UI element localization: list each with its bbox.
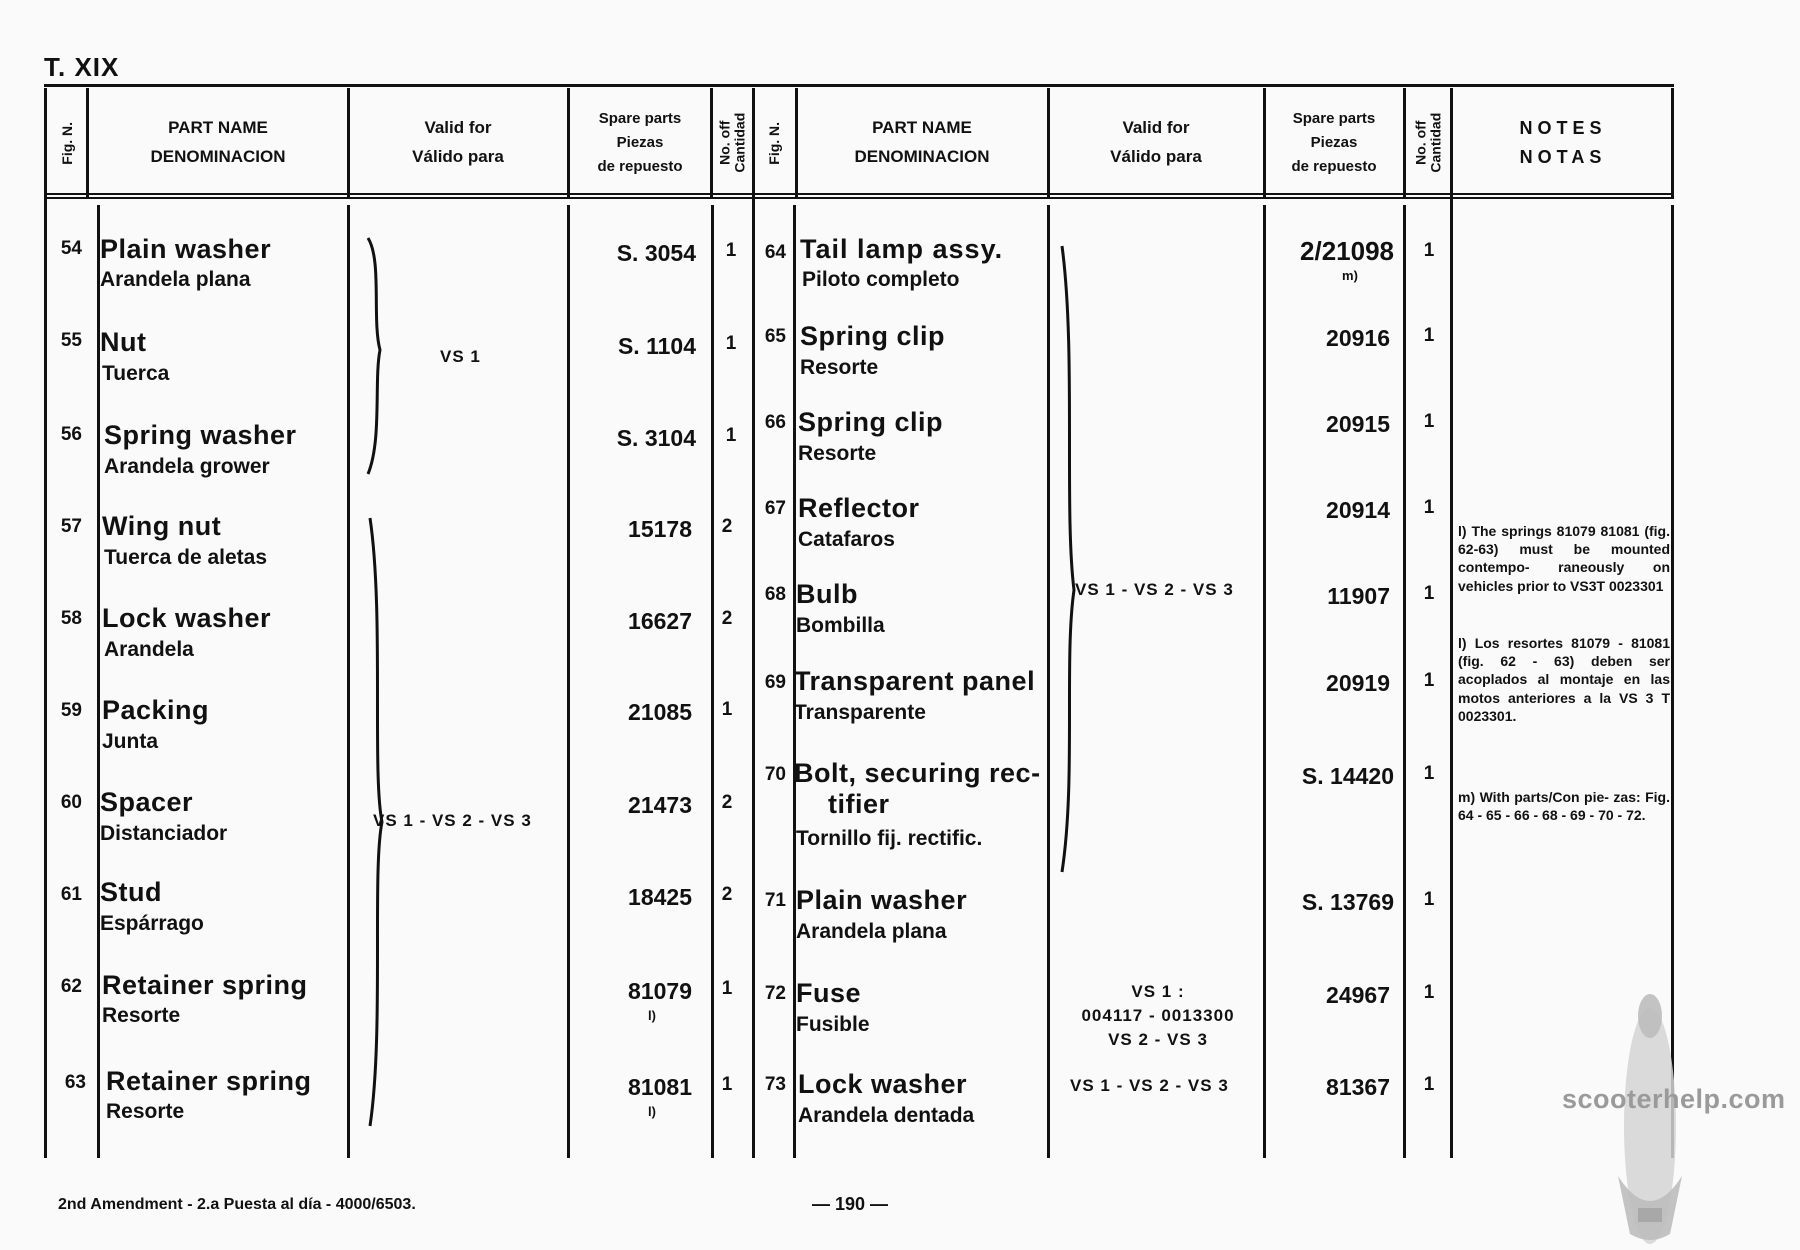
part-name-es: Distanciador <box>100 822 228 845</box>
fig-number: 65 <box>764 326 786 347</box>
quantity: 1 <box>725 425 737 446</box>
fig-number: 56 <box>60 424 82 445</box>
part-number: 20915 <box>1326 411 1390 437</box>
part-name-en: Retainer spring <box>106 1066 312 1096</box>
note-springs-es: l) Los resortes 81079 - 81081 (fig. 62 - 63) deben ser acoplados al montaje en las motos anteriores a la VS 3 T 0023301. <box>1458 635 1670 724</box>
part-number: 21473 <box>628 792 692 818</box>
header-spare-right: Spare parts Piezas de repuesto <box>1291 110 1377 175</box>
part-name-es: Arandela plana <box>100 268 251 291</box>
left-brace-group <box>360 230 390 480</box>
part-name-en-line-1: Bolt, securing rec- <box>794 758 1041 788</box>
quantity: 1 <box>721 1074 733 1095</box>
part-number: S. 13769 <box>1301 889 1394 915</box>
fig-number: 57 <box>60 516 82 537</box>
fig-number: 72 <box>764 983 786 1004</box>
part-number: S. 3104 <box>616 425 696 451</box>
header-valid-right: Valid for Válido para <box>1110 118 1202 166</box>
fig-number: 73 <box>764 1074 786 1095</box>
quantity: 1 <box>1423 583 1435 604</box>
part-name-es: Junta <box>102 730 159 753</box>
part-number: 2/21098 <box>1300 236 1394 266</box>
note-springs-en: l) The springs 81079 81081 (fig. 62-63) must be mounted contempo- raneously on vehicles prior to VS3T 0023301 <box>1458 523 1670 594</box>
part-name-es: Arandela grower <box>104 455 270 478</box>
part-name-en: Tail lamp assy. <box>800 234 1004 264</box>
fig-number: 60 <box>60 792 82 813</box>
part-number: S. 1104 <box>617 333 696 359</box>
quantity: 1 <box>721 978 733 999</box>
part-number: 81367 <box>1326 1074 1390 1100</box>
quantity: 1 <box>1423 670 1435 691</box>
part-name-en-line-2: tifier <box>828 789 890 819</box>
part-number: 81081 <box>628 1074 692 1100</box>
part-name-es: Transparente <box>794 701 926 724</box>
part-number: 20916 <box>1326 325 1390 351</box>
part-number: 18425 <box>628 884 692 910</box>
part-name-en: Spring washer <box>104 420 297 450</box>
quantity: 2 <box>721 516 733 537</box>
header-qty-right: No. off Cantidad <box>1412 113 1444 173</box>
fig-number: 70 <box>764 764 786 785</box>
part-name-en: Lock washer <box>798 1069 968 1099</box>
valid-for-lock-washer: VS 1 - VS 2 - VS 3 <box>1070 1076 1229 1095</box>
fig-number: 55 <box>60 330 82 351</box>
quantity: 1 <box>725 240 737 261</box>
page-number: — 190 — <box>812 1194 889 1214</box>
quantity: 1 <box>1423 982 1435 1003</box>
part-footnote-marker: m) <box>1342 268 1358 283</box>
part-name-en: Fuse <box>796 978 862 1008</box>
page-title: T. XIX <box>44 52 120 82</box>
part-name-es: Tuerca <box>102 362 170 385</box>
watermark-text: scooterhelp.com <box>1562 1084 1786 1114</box>
fig-number: 58 <box>60 608 82 629</box>
part-name-en: Retainer spring <box>102 970 308 1000</box>
fig-number: 62 <box>60 976 82 997</box>
quantity: 1 <box>1423 889 1435 910</box>
part-name-es: Resorte <box>798 442 877 465</box>
quantity: 1 <box>1423 325 1435 346</box>
fig-number: 64 <box>764 242 786 263</box>
footer-amendment: 2nd Amendment - 2.a Puesta al día - 4000/6503. <box>58 1196 416 1213</box>
quantity: 2 <box>721 608 733 629</box>
quantity: 1 <box>1423 497 1435 518</box>
right-brace-group <box>1050 240 1084 880</box>
part-number: 21085 <box>628 699 692 725</box>
part-name-en: Spacer <box>100 787 194 817</box>
part-name-en: Plain washer <box>100 234 272 264</box>
quantity: 1 <box>725 333 737 354</box>
part-name-en: Plain washer <box>796 885 968 915</box>
header-notes: NOTES NOTAS <box>1519 118 1607 167</box>
part-number: 24967 <box>1326 982 1390 1008</box>
fig-number: 66 <box>764 412 786 433</box>
part-name-es: Resorte <box>102 1004 181 1027</box>
header-qty-left: No. off Cantidad <box>716 113 748 173</box>
part-number: 16627 <box>628 608 692 634</box>
part-name-es: Arandela dentada <box>798 1104 975 1127</box>
part-name-en: Reflector <box>798 493 920 523</box>
part-name-es: Catafaros <box>798 528 895 551</box>
header-valid-left: Valid for Válido para <box>412 118 504 166</box>
part-name-en: Bulb <box>796 579 858 609</box>
part-footnote-marker: l) <box>648 1104 656 1119</box>
part-name-en: Spring clip <box>798 407 944 437</box>
fig-number: 71 <box>764 890 786 911</box>
fig-number: 68 <box>764 584 786 605</box>
quantity: 1 <box>1423 1074 1435 1095</box>
part-name-es: Fusible <box>796 1013 870 1036</box>
fig-number: 69 <box>764 672 786 693</box>
part-name-es: Tornillo fij. rectific. <box>796 827 983 850</box>
header-fig-left: Fig. N. <box>58 121 75 165</box>
part-name-es: Resorte <box>106 1100 185 1123</box>
quantity: 1 <box>721 699 733 720</box>
part-name-en: Lock washer <box>102 603 272 633</box>
part-name-es: Espárrago <box>100 912 204 935</box>
fig-number: 67 <box>764 498 786 519</box>
header-part-name-left: PART NAME DENOMINACION <box>150 118 286 166</box>
fig-number: 61 <box>60 884 82 905</box>
part-name-en: Stud <box>100 877 162 907</box>
part-name-en <box>794 758 1041 820</box>
part-number: S. 3054 <box>616 240 696 266</box>
part-number: 20919 <box>1326 670 1390 696</box>
part-name-en: Spring clip <box>800 321 946 351</box>
quantity: 1 <box>1423 763 1435 784</box>
part-number: 20914 <box>1326 497 1390 523</box>
part-footnote-marker: l) <box>648 1008 656 1023</box>
part-name-es: Arandela <box>104 638 194 661</box>
part-name-es: Tuerca de aletas <box>104 546 268 569</box>
header-part-name-right: PART NAME DENOMINACION <box>854 118 990 166</box>
part-name-es: Resorte <box>800 356 879 379</box>
note-parts-set: m) With parts/Con pie- zas: Fig. 64 - 65 - 66 - 68 - 69 - 70 - 72. <box>1458 789 1670 824</box>
part-name-en: Wing nut <box>102 511 222 541</box>
fig-number: 63 <box>64 1072 86 1093</box>
quantity: 1 <box>1423 411 1435 432</box>
valid-for-group-2: VS 1 - VS 2 - VS 3 <box>373 811 532 830</box>
quantity: 2 <box>721 884 733 905</box>
part-name-en: Nut <box>100 327 147 357</box>
valid-for-group-1: VS 1 <box>440 347 481 366</box>
part-number: 15178 <box>628 516 692 542</box>
header-spare-left: Spare parts Piezas de repuesto <box>597 110 683 175</box>
part-number: 81079 <box>628 978 692 1004</box>
valid-for-fuse: VS 1 : 004117 - 0013300 VS 2 - VS 3 <box>1081 982 1235 1049</box>
header-fig-right: Fig. N. <box>765 121 782 165</box>
fig-number: 54 <box>60 238 82 259</box>
part-number: S. 14420 <box>1301 763 1394 789</box>
part-number: 11907 <box>1327 583 1390 609</box>
fig-number: 59 <box>60 700 82 721</box>
part-name-es: Piloto completo <box>802 268 960 291</box>
part-name-en: Transparent panel <box>794 666 1036 696</box>
part-name-es: Bombilla <box>796 614 885 637</box>
quantity: 2 <box>721 792 733 813</box>
part-name-en: Packing <box>102 695 210 725</box>
part-name-es: Arandela plana <box>796 920 947 943</box>
quantity: 1 <box>1423 240 1435 261</box>
valid-for-lamp-group: VS 1 - VS 2 - VS 3 <box>1075 580 1234 599</box>
